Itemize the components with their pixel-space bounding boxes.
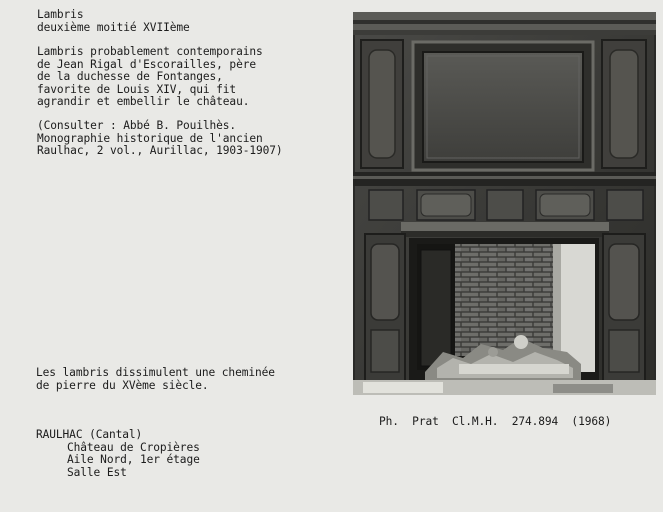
location-room: Salle Est (67, 465, 127, 479)
photo-caption (36, 367, 275, 392)
date-line: deuxième moitié XVIIème (37, 20, 190, 34)
description-line: de la duchesse de Fontanges, (37, 70, 223, 84)
fireplace-photograph (353, 12, 656, 395)
caption-line: de pierre du XVème siècle. (36, 378, 209, 392)
location-wing: Aile Nord, 1er étage (67, 453, 200, 467)
location-place: RAULHAC (Cantal) (36, 428, 143, 441)
description-text (37, 46, 263, 109)
reference-line: Raulhac, 2 vol., Aurillac, 1903-1907) (37, 144, 283, 158)
description-line: favorite de Louis XIV, qui fit (37, 82, 237, 96)
bibliography-reference (37, 120, 283, 158)
location-block (36, 429, 200, 479)
caption-line: Les lambris dissimulent une cheminée (36, 366, 275, 379)
location-building: Château de Cropières (67, 440, 200, 454)
description-line: Lambris probablement contemporains (37, 45, 263, 58)
description-line: agrandir et embellir le château. (37, 95, 250, 109)
photo-credit: Ph. Prat Cl.M.H. 274.894 (1968) (379, 415, 612, 428)
reference-line: Monographie historique de l'ancien (37, 131, 263, 145)
paneled-fireplace-image (353, 12, 656, 395)
title-line: Lambris (37, 8, 84, 21)
card-title (37, 9, 190, 34)
reference-line: (Consulter : Abbé B. Pouilhès. (37, 119, 237, 132)
description-line: de Jean Rigal d'Escorailles, père (37, 57, 256, 71)
